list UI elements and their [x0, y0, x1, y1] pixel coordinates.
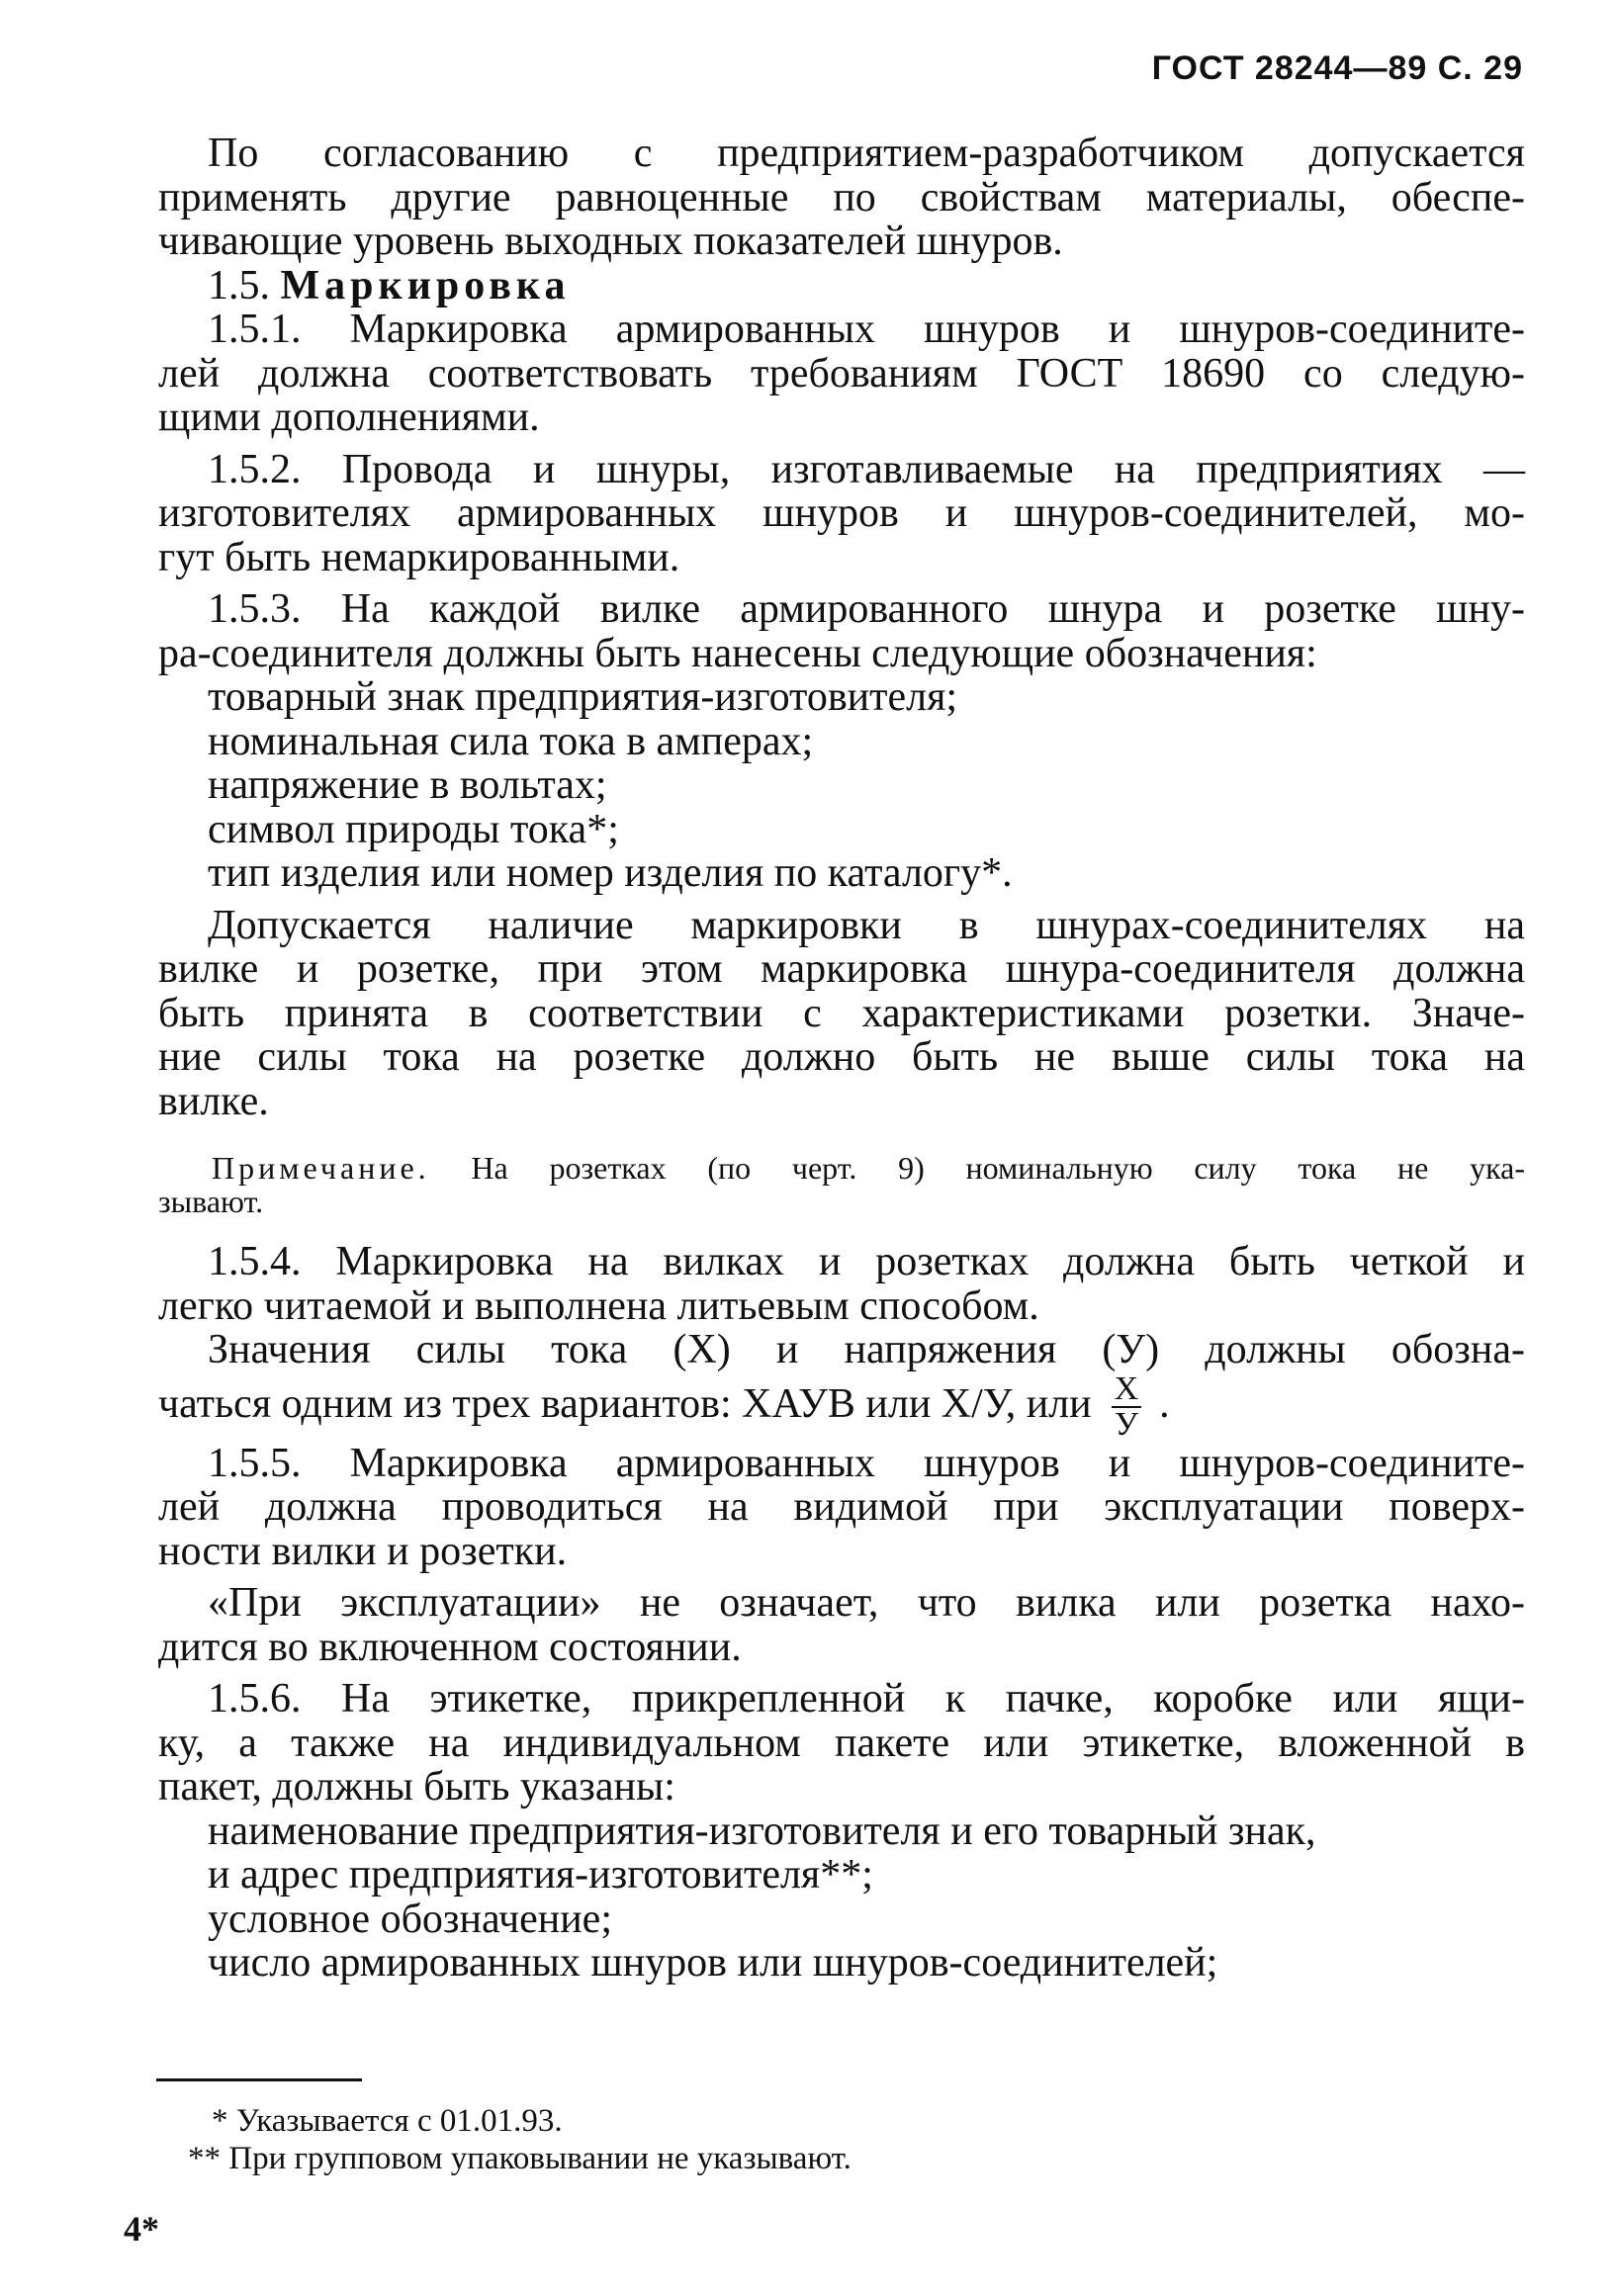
- list-item: символ природы тока*;: [208, 806, 619, 852]
- text-line: щими дополнениями.: [158, 395, 540, 440]
- text-line: лей должна соответствовать требованиям ГОСТ 18690 со следую-: [158, 350, 1525, 397]
- formula-line: [158, 1369, 1525, 1443]
- footnote-divider: [156, 2078, 362, 2081]
- list-item: и адрес предприятия-изготовителя**;: [208, 1852, 873, 1899]
- note-label: Примечание.: [212, 1150, 430, 1186]
- list-item: напряжение в вольтах;: [208, 762, 607, 808]
- text-line: 1.5.3. На каждой вилке армированного шнура и розетке шну-: [208, 586, 1525, 632]
- text-line: ку, а также на индивидуальном пакете или этикетке, вложенной в: [158, 1720, 1525, 1766]
- section-number: 1.5.: [208, 262, 270, 309]
- footnote: ** При групповом упаковывании не указывают.: [188, 2141, 852, 2176]
- text-line: вилке.: [158, 1078, 269, 1124]
- text-line: 1.5.6. На этикетке, прикрепленной к пачке, коробке или ящи-: [208, 1676, 1525, 1722]
- document-body: [158, 132, 1525, 1986]
- text-line: пакет, должны быть указаны:: [158, 1764, 675, 1810]
- footnote: * Указывается с 01.01.93.: [212, 2103, 563, 2139]
- fraction: [1112, 1369, 1142, 1443]
- fraction-numerator: X: [1112, 1372, 1142, 1408]
- text-line: чивающие уровень выходных показателей шнуров.: [158, 219, 1063, 264]
- text-line: применять другие равноценные по свойствам материалы, обеспе-: [158, 174, 1525, 221]
- section-title: Маркировка: [280, 262, 571, 309]
- text-line: легко читаемой и выполнена литьевым способом.: [158, 1282, 1039, 1329]
- list-item: наименование предприятия-изготовителя и его товарный знак,: [208, 1808, 1316, 1854]
- text-line: Допускается наличие маркировки в шнурах-соединителях на: [208, 902, 1525, 948]
- page-header: ГОСТ 28244—89 С. 29: [1151, 49, 1523, 87]
- text-line: ние силы тока на розетке должно быть не выше силы тока на: [158, 1034, 1525, 1080]
- list-item: номинальная сила тока в амперах;: [208, 718, 814, 764]
- note-line: [212, 1151, 1525, 1185]
- text-line: быть принята в соответствии с характеристиками розетки. Значе-: [158, 990, 1525, 1036]
- text-line: 1.5.5. Маркировка армированных шнуров и шнуров-соедините-: [208, 1440, 1525, 1486]
- list-item: тип изделия или номер изделия по каталогу*.: [208, 850, 1013, 896]
- text-line: вилке и розетке, при этом маркировка шнура-соединителя должна: [158, 946, 1525, 992]
- text-line: ра-соединителя должны быть нанесены следующие обозначения:: [158, 630, 1317, 676]
- text-line: Значения силы тока (X) и напряжения (У) должны обозна-: [208, 1327, 1525, 1372]
- list-item: условное обозначение;: [208, 1896, 612, 1942]
- list-item: товарный знак предприятия-изготовителя;: [208, 674, 958, 720]
- text-line: По согласованию с предприятием-разработчиком допускается: [208, 131, 1525, 176]
- note-text: На розетках (по черт. 9) номинальную силу тока не ука-: [471, 1150, 1526, 1186]
- text-line: ности вилки и розетки.: [158, 1528, 568, 1574]
- fraction-denominator: У: [1114, 1405, 1138, 1443]
- formula-period: .: [1159, 1380, 1170, 1427]
- text-line: лей должна проводиться на видимой при эксплуатации поверх-: [158, 1484, 1525, 1531]
- page-number: 4*: [124, 2209, 159, 2249]
- note-line: зывают.: [158, 1184, 264, 1219]
- text-line: 1.5.4. Маркировка на вилках и розетках должна быть четкой и: [208, 1239, 1525, 1284]
- text-line: дится во включенном состоянии.: [158, 1624, 742, 1670]
- section-heading: [158, 264, 1525, 309]
- text-line: 1.5.1. Маркировка армированных шнуров и шнуров-соедините-: [208, 307, 1525, 352]
- text-line: 1.5.2. Провода и шнуры, изготавливаемые на предприятиях —: [208, 446, 1525, 492]
- text-line: гут быть немаркированными.: [158, 534, 680, 580]
- list-item: число армированных шнуров или шнуров-соединителей;: [208, 1940, 1218, 1987]
- footnotes: [188, 2102, 852, 2177]
- text-line: изготовителях армированных шнуров и шнуров-соединителей, мо-: [158, 490, 1525, 536]
- note-block: [158, 1151, 1525, 1218]
- formula-text: чаться одним из трех вариантов: ХАУВ или Х/У, или: [158, 1380, 1092, 1427]
- text-line: «При эксплуатации» не означает, что вилка или розетка нахо-: [208, 1580, 1525, 1627]
